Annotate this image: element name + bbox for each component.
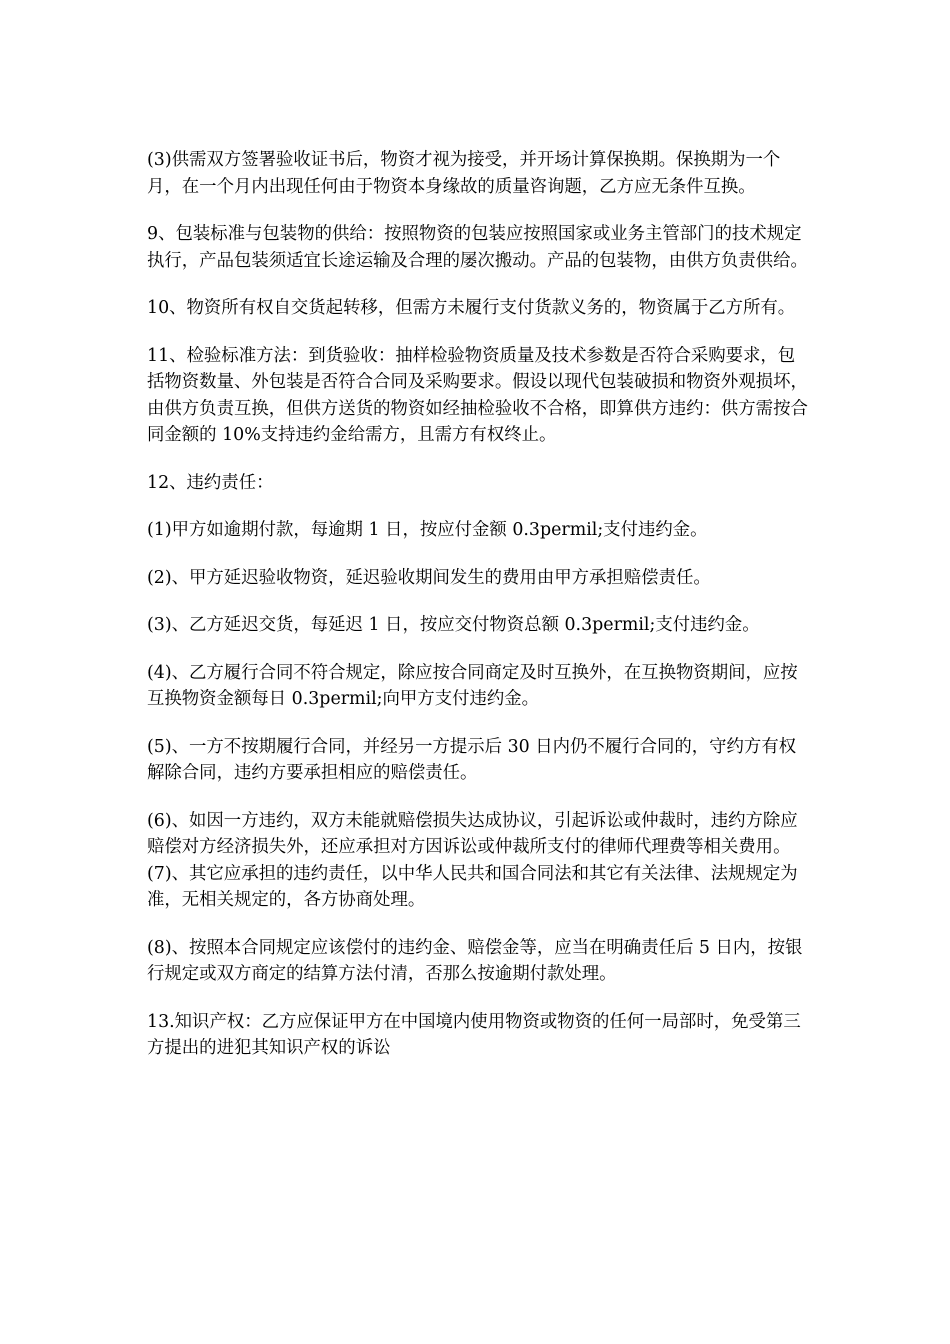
clause-12-item-4: (4)、乙方履行合同不符合规定，除应按合同商定及时互换外，在互换物资期间，应按互换物资金额每日 0.3permil;向甲方支付违约金。 [147,662,798,709]
clause-12-heading: 12、违约责任： [147,472,274,493]
clause-12-item-5: (5)、一方不按期履行合同，并经另一方提示后 30 日内仍不履行合同的，守约方有权解除合同，违约方要承担相应的赔偿责任。 [147,736,797,783]
clause-13-ip: 13.知识产权：乙方应保证甲方在中国境内使用物资或物资的任何一局部时，免受第三方提出的进犯其知识产权的诉讼 [147,1011,801,1058]
clause-12-item-6-7: (6)、如因一方违约，双方未能就赔偿损失达成协议，引起诉讼或仲裁时，违约方除应赔偿对方经济损失外，还应承担对方因诉讼或仲裁所支付的律师代理费等相关费用。 (7)、其它应承担的违约责任，以中华人民共和国合同法和其它有关法律、法规规定为准，无相关规定的，各方协商处理。 [147,810,846,910]
clause-3-acceptance: (3)供需双方签署验收证书后，物资才视为接受，并开场计算保换期。保换期为一个月，在一个月内出现任何由于物资本身缘故的质量咨询题，乙方应无条件互换。 [147,150,781,197]
clause-9-packaging: 9、包装标准与包装物的供给：按照物资的包装应按照国家或业务主管部门的技术规定执行，产品包装须适宜长途运输及合理的屡次搬动。产品的包装物，由供方负责供给。 [147,224,808,271]
clause-12-item-8: (8)、按照本合同规定应该偿付的违约金、赔偿金等，应当在明确责任后 5 日内，按银行规定或双方商定的结算方法付清，否那么按逾期付款处理。 [147,937,803,984]
clause-10-ownership: 10、物资所有权自交货起转移，但需方未履行支付货款义务的，物资属于乙方所有。 [147,298,796,318]
clause-12-item-1: (1)甲方如逾期付款，每逾期 1 日，按应付金额 0.3permil;支付违约金。 [147,520,708,540]
clause-12-item-2: (2)、甲方延迟验收物资，延迟验收期间发生的费用由甲方承担赔偿责任。 [147,567,711,588]
clause-11-inspection: 11、检验标准方法：到货验收：抽样检验物资质量及技术参数是否符合采购要求，包括物资数量、外包装是否符合合同及采购要求。假设以现代包装破损和物资外观损坏，由供方负责互换，但供方送货的物资如经抽检验收不合格，即算供方违约：供方需按合同金额的 10%支持违约金给需方，且需方有权终止。 [147,345,808,445]
clause-12-item-3: (3)、乙方延迟交货，每延迟 1 日，按应交付物资总额 0.3permil;支付违约金。 [147,615,760,635]
document-body [147,147,846,1062]
